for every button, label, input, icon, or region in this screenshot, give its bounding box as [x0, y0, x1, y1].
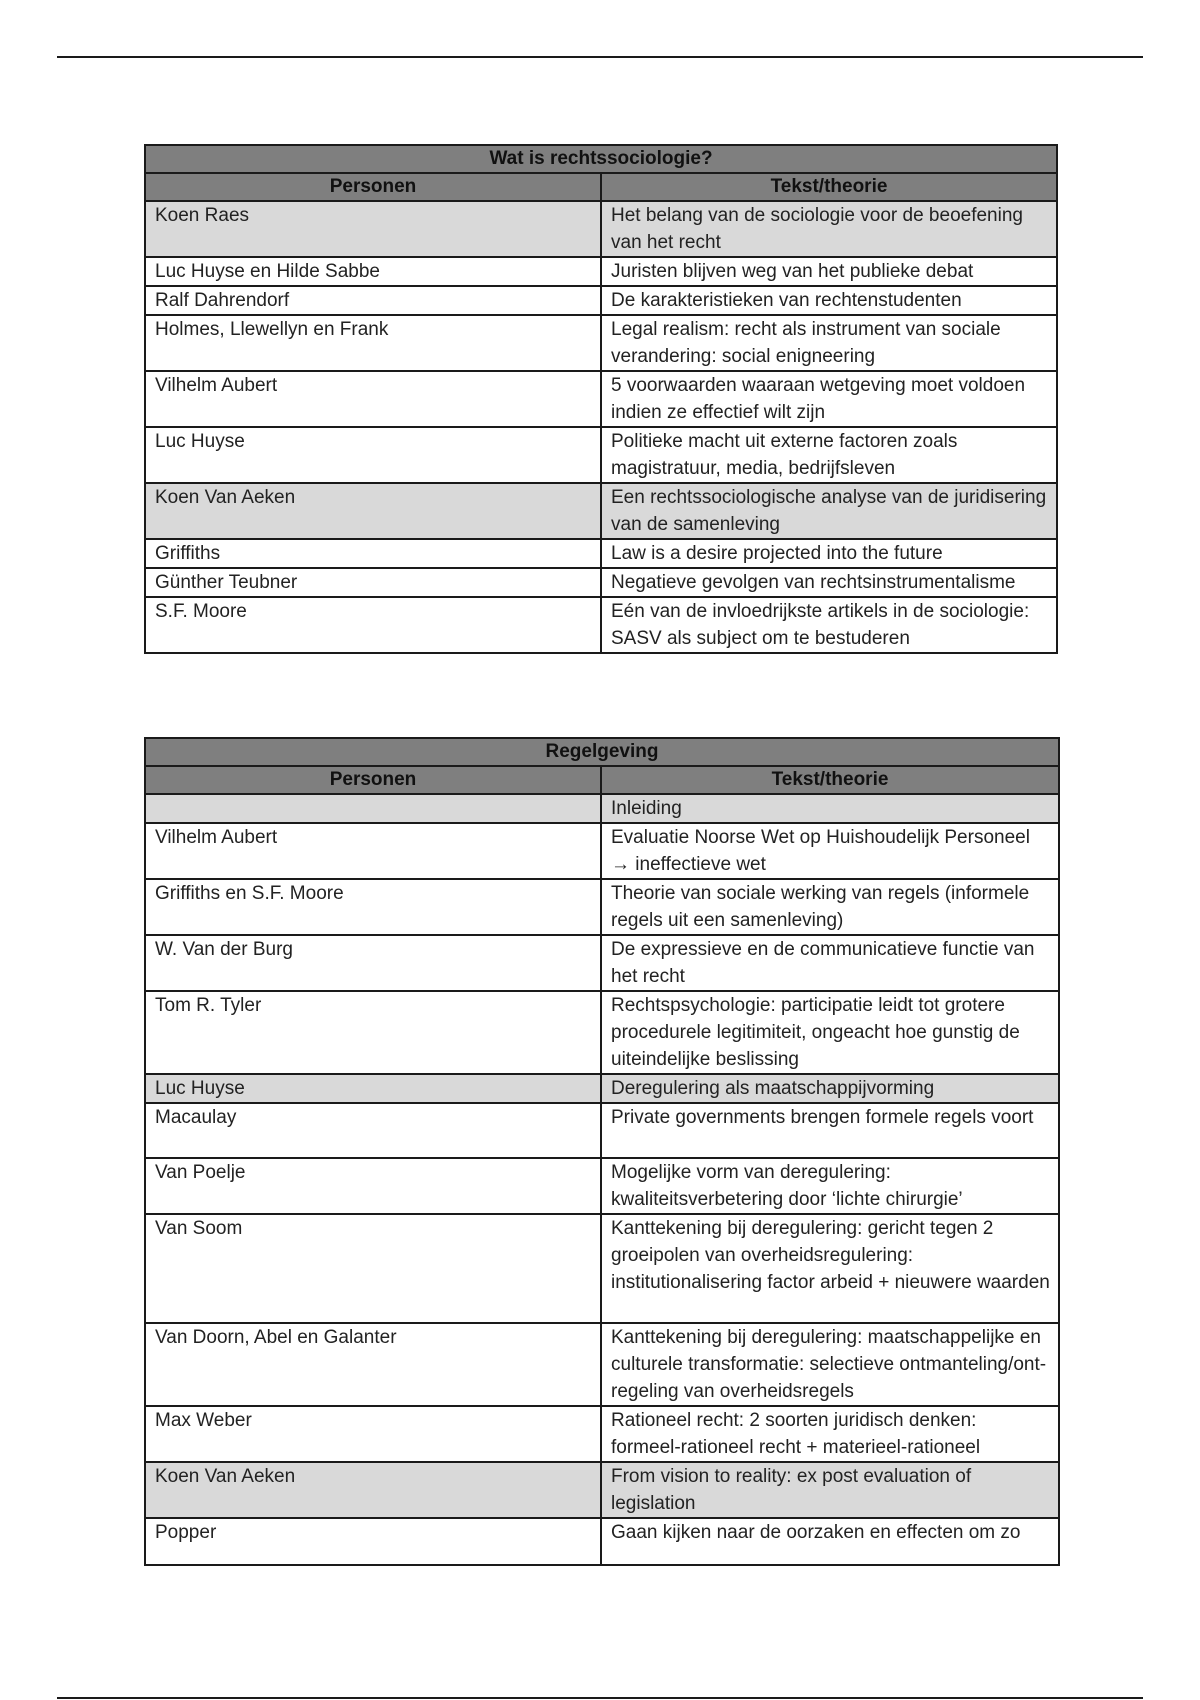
text-cell: Rechtspsychologie: participatie leidt tot grotere procedurele legitimiteit, ongeacht hoe gunstig de uiteindelijke beslissing: [601, 991, 1059, 1074]
person-cell: Max Weber: [145, 1406, 601, 1462]
person-cell: Günther Teubner: [145, 568, 601, 597]
person-cell: Luc Huyse en Hilde Sabbe: [145, 257, 601, 286]
text-cell: Negatieve gevolgen van rechtsinstrumentalisme: [601, 568, 1057, 597]
table-row: [145, 1462, 1059, 1518]
table-row: [145, 1074, 1059, 1103]
table-row: [145, 286, 1057, 315]
person-cell: Vilhelm Aubert: [145, 823, 601, 879]
footer-rule: [57, 1697, 1143, 1699]
header-rule: [57, 56, 1143, 58]
table-row: [145, 1103, 1059, 1158]
person-cell: Luc Huyse: [145, 1074, 601, 1103]
text-cell: Private governments brengen formele regels voort: [601, 1103, 1059, 1158]
person-cell: Griffiths en S.F. Moore: [145, 879, 601, 935]
text-cell: 5 voorwaarden waaraan wetgeving moet voldoen indien ze effectief wilt zijn: [601, 371, 1057, 427]
text-cell: Theorie van sociale werking van regels (informele regels uit een samenleving): [601, 879, 1059, 935]
table-row: [145, 794, 1059, 823]
table-row: [145, 935, 1059, 991]
text-cell: Deregulering als maatschappijvorming: [601, 1074, 1059, 1103]
text-cell: Law is a desire projected into the future: [601, 539, 1057, 568]
table-row: [145, 371, 1057, 427]
table-row: [145, 257, 1057, 286]
person-cell: Koen Van Aeken: [145, 1462, 601, 1518]
table-row: [145, 1323, 1059, 1406]
person-cell: Holmes, Llewellyn en Frank: [145, 315, 601, 371]
table-row: [145, 539, 1057, 568]
text-cell: Rationeel recht: 2 soorten juridisch denken: formeel-rationeel recht + materieel-rationeel: [601, 1406, 1059, 1462]
column-header-persons: Personen: [145, 173, 601, 201]
text-cell: Evaluatie Noorse Wet op Huishoudelijk Personeel → ineffectieve wet: [601, 823, 1059, 879]
table-row: [145, 315, 1057, 371]
table-header-row: [145, 173, 1057, 201]
text-cell: Juristen blijven weg van het publieke debat: [601, 257, 1057, 286]
table-row: [145, 568, 1057, 597]
text-cell: Het belang van de sociologie voor de beoefening van het recht: [601, 201, 1057, 257]
text-cell: De karakteristieken van rechtenstudenten: [601, 286, 1057, 315]
text-cell: Legal realism: recht als instrument van sociale verandering: social enigneering: [601, 315, 1057, 371]
person-cell: [145, 794, 601, 823]
person-cell: Griffiths: [145, 539, 601, 568]
person-cell: Koen Raes: [145, 201, 601, 257]
table-row: [145, 427, 1057, 483]
text-cell: Eén van de invloedrijkste artikels in de sociologie: SASV als subject om te bestuderen: [601, 597, 1057, 653]
table-row: [145, 1158, 1059, 1214]
text-cell: Kanttekening bij deregulering: gericht tegen 2 groeipolen van overheidsregulering: institutionalisering factor arbeid + nieuwere waarden: [601, 1214, 1059, 1323]
person-cell: Ralf Dahrendorf: [145, 286, 601, 315]
table-row: [145, 1518, 1059, 1565]
column-header-text: Tekst/theorie: [601, 766, 1059, 794]
table-title-row: [145, 738, 1059, 766]
person-cell: Koen Van Aeken: [145, 483, 601, 539]
person-cell: Tom R. Tyler: [145, 991, 601, 1074]
text-cell: Gaan kijken naar de oorzaken en effecten om zo: [601, 1518, 1059, 1565]
text-cell: From vision to reality: ex post evaluation of legislation: [601, 1462, 1059, 1518]
table-wat-is-rechtssociologie: [144, 144, 1058, 654]
person-cell: Van Poelje: [145, 1158, 601, 1214]
text-cell: De expressieve en de communicatieve functie van het recht: [601, 935, 1059, 991]
person-cell: Van Doorn, Abel en Galanter: [145, 1323, 601, 1406]
table-regelgeving: [144, 737, 1060, 1566]
table-row: [145, 1406, 1059, 1462]
text-cell: Kanttekening bij deregulering: maatschappelijke en culturele transformatie: selectieve ontmanteling/ont-regeling van overheidsregels: [601, 1323, 1059, 1406]
text-cell: Inleiding: [601, 794, 1059, 823]
text-cell: Een rechtssociologische analyse van de juridisering van de samenleving: [601, 483, 1057, 539]
person-cell: Popper: [145, 1518, 601, 1565]
text-cell: Mogelijke vorm van deregulering: kwaliteitsverbetering door ‘lichte chirurgie’: [601, 1158, 1059, 1214]
table-title: Wat is rechtssociologie?: [145, 145, 1057, 173]
table-header-row: [145, 766, 1059, 794]
table-row: [145, 201, 1057, 257]
table-row: [145, 597, 1057, 653]
person-cell: S.F. Moore: [145, 597, 601, 653]
person-cell: W. Van der Burg: [145, 935, 601, 991]
person-cell: Luc Huyse: [145, 427, 601, 483]
column-header-persons: Personen: [145, 766, 601, 794]
text-cell: Politieke macht uit externe factoren zoals magistratuur, media, bedrijfsleven: [601, 427, 1057, 483]
table-title-row: [145, 145, 1057, 173]
table-row: [145, 1214, 1059, 1323]
person-cell: Van Soom: [145, 1214, 601, 1323]
table-row: [145, 991, 1059, 1074]
table-row: [145, 879, 1059, 935]
column-header-text: Tekst/theorie: [601, 173, 1057, 201]
table-title: Regelgeving: [145, 738, 1059, 766]
person-cell: Macaulay: [145, 1103, 601, 1158]
table-row: [145, 483, 1057, 539]
table-row: [145, 823, 1059, 879]
person-cell: Vilhelm Aubert: [145, 371, 601, 427]
